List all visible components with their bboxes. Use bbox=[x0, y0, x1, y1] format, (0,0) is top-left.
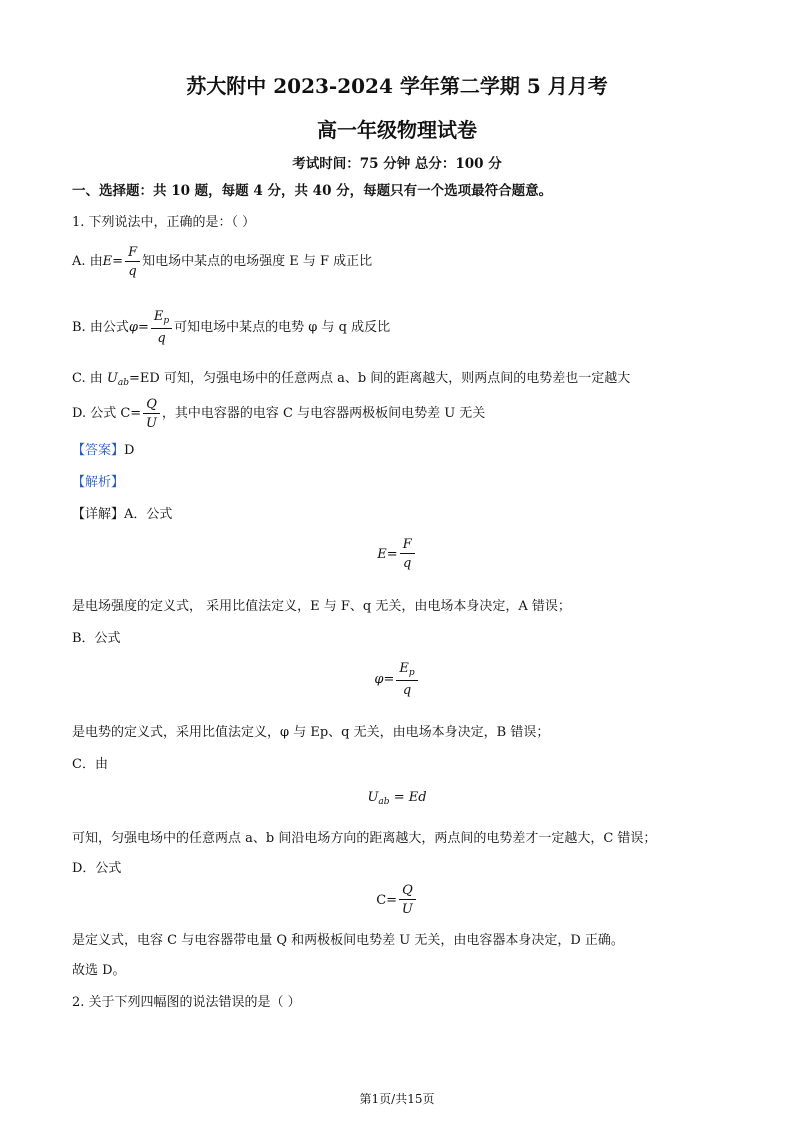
equation-a-eq: = bbox=[386, 546, 398, 562]
option-b-numerator: $E_p$ bbox=[151, 310, 172, 329]
option-b-eq: = bbox=[137, 319, 149, 335]
equation-a bbox=[0, 538, 794, 570]
option-c-eq: =ED bbox=[129, 371, 160, 386]
exam-info: 考试时间：75 分钟 总分：100 分 bbox=[292, 156, 502, 172]
question-1-option-b bbox=[72, 310, 390, 345]
option-a-numerator: F bbox=[125, 246, 140, 262]
section-heading: 一、选择题：共 10 题，每题 4 分，共 40 分，每题只有一个选项最符合题意。 bbox=[72, 183, 553, 199]
answer-tag: 【答案】 bbox=[72, 443, 125, 458]
option-d-prefix: D. 公式 C= bbox=[72, 406, 142, 421]
explain-b: 是电势的定义式，采用比值法定义，φ 与 Ep、q 无关，由电场本身决定，B 错误； bbox=[72, 725, 550, 740]
option-b-denominator: q bbox=[157, 331, 166, 346]
equation-d-fraction bbox=[399, 884, 416, 916]
equation-c-u: U bbox=[367, 790, 379, 805]
option-b-prefix: B. 由公式 bbox=[72, 319, 129, 335]
option-b-fraction bbox=[151, 310, 172, 345]
option-c-u-sub: ab bbox=[117, 378, 129, 388]
explain-a: 是电场强度的定义式， 采用比值法定义，E 与 F、q 无关，由电场本身决定，A 错误； bbox=[72, 599, 571, 614]
equation-b-fraction bbox=[396, 662, 417, 697]
equation-c-rhs: = Ed bbox=[389, 790, 427, 805]
option-c-suffix: 可知，匀强电场中的任意两点 a、b 间的距离越大，则两点间的电势差也一定越大 bbox=[159, 371, 631, 386]
question-1-option-d bbox=[72, 398, 485, 430]
explain-c: 可知，匀强电场中的任意两点 a、b 间沿电场方向的距离越大，两点间的电势差才一定越大，C 错误； bbox=[72, 831, 657, 846]
equation-b-eq: = bbox=[383, 672, 395, 687]
conclusion: 故选 D。 bbox=[72, 963, 126, 978]
equation-d-lhs: C= bbox=[376, 892, 398, 908]
question-1-option-c bbox=[72, 370, 630, 392]
exam-title: 苏大附中 2023-2024 学年第二学期 5 月月考 bbox=[186, 74, 608, 98]
equation-a-denominator: q bbox=[403, 556, 412, 571]
option-d-denominator: U bbox=[146, 416, 158, 431]
option-a-suffix: 知电场中某点的电场强度 E 与 F 成正比 bbox=[142, 254, 373, 269]
equation-d-numerator: Q bbox=[399, 884, 416, 900]
equation-d bbox=[0, 884, 794, 916]
equation-b-lhs: φ bbox=[374, 672, 384, 687]
option-d-suffix: ，其中电容器的电容 C 与电容器两极板间电势差 U 无关 bbox=[161, 406, 486, 421]
analysis-tag: 【解析】 bbox=[72, 475, 125, 490]
option-a-lhs: E bbox=[102, 254, 113, 269]
equation-b bbox=[0, 662, 794, 697]
equation-d-denominator: U bbox=[401, 902, 413, 917]
detail-d-label: D．公式 bbox=[72, 861, 122, 876]
option-a-denominator: q bbox=[128, 264, 137, 279]
question-2-stem: 2. 关于下列四幅图的说法错误的是（ ） bbox=[72, 995, 301, 1010]
option-d-numerator: Q bbox=[143, 398, 160, 414]
option-a-prefix: A. 由 bbox=[72, 254, 103, 269]
option-c-prefix: C. 由 bbox=[72, 371, 107, 386]
option-c-u: U bbox=[106, 371, 118, 386]
answer-value: D bbox=[124, 443, 135, 458]
option-b-lhs: φ bbox=[128, 319, 138, 335]
equation-c bbox=[0, 790, 794, 807]
equation-b-denominator: q bbox=[402, 683, 412, 698]
page-footer: 第1页/共15页 bbox=[359, 1092, 435, 1106]
option-b-suffix: 可知电场中某点的电势 φ 与 q 成反比 bbox=[174, 319, 391, 335]
detail-c-label: C．由 bbox=[72, 757, 108, 772]
exam-subtitle: 高一年级物理试卷 bbox=[317, 118, 477, 142]
option-a-eq: = bbox=[112, 254, 124, 269]
equation-a-numerator: F bbox=[400, 538, 415, 554]
option-a-fraction bbox=[125, 246, 140, 278]
question-1-stem: 1. 下列说法中，正确的是：（ ） bbox=[72, 215, 256, 230]
detail-b-label: B．公式 bbox=[72, 631, 121, 646]
equation-b-numerator: $E_p$ bbox=[396, 662, 417, 681]
detail-a-line bbox=[72, 506, 172, 524]
equation-a-lhs: E bbox=[377, 546, 387, 562]
detail-tag: 【详解】 bbox=[72, 507, 125, 522]
option-d-fraction bbox=[143, 398, 160, 430]
answer-line bbox=[72, 442, 134, 460]
question-1-option-a bbox=[72, 246, 372, 278]
equation-c-u-sub: ab bbox=[378, 797, 390, 807]
explain-d: 是定义式，电容 C 与电容器带电量 Q 和两极板间电势差 U 无关，由电容器本身决定，D 正确。 bbox=[72, 933, 624, 948]
equation-a-fraction bbox=[400, 538, 415, 570]
detail-a-label: A．公式 bbox=[124, 507, 173, 522]
